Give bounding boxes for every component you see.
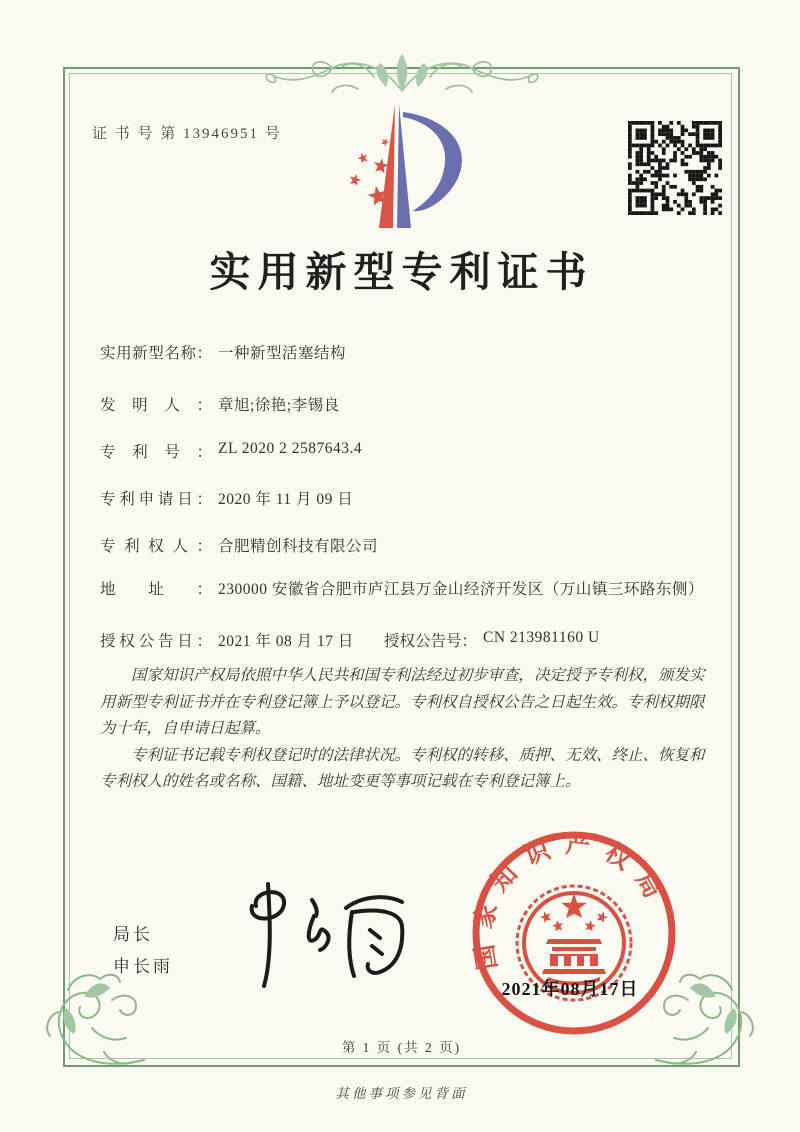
field-value: 一种新型活塞结构 xyxy=(218,345,347,362)
field-label: 专利权人： xyxy=(100,538,212,555)
field-row-address xyxy=(100,577,720,599)
legal-paragraph: 专利证书记载专利权登记时的法律状况。专利权的转移、质押、无效、终止、恢复和专利权人的姓名或名称、国籍、地址变更等事项记载在专利登记簿上。 xyxy=(100,746,705,790)
field-value: ZL 2020 2 2587643.4 xyxy=(218,440,363,457)
field-value: 230000 安徽省合肥市庐江县万金山经济开发区（万山镇三环路东侧） xyxy=(218,581,704,598)
page-number: 第 1 页 (共 2 页) xyxy=(341,1040,462,1055)
field-label: 授权公告号： xyxy=(384,633,478,650)
director-name: 申长雨 xyxy=(113,957,173,976)
field-row-inventors xyxy=(100,393,720,415)
field-row-patent-number xyxy=(100,440,720,462)
top-flourish-ornament xyxy=(262,49,542,99)
field-value: CN 213981160 U xyxy=(483,629,600,646)
field-row-grant xyxy=(100,629,720,651)
field-label: 地址： xyxy=(100,581,212,598)
seal-ring-text: 国家知识产权局 xyxy=(469,831,673,972)
bottom-left-flourish-ornament xyxy=(34,968,146,1076)
field-label: 授权公告日： xyxy=(100,633,212,650)
field-value: 2021 年 08 月 17 日 xyxy=(218,633,354,650)
director-signature xyxy=(228,878,418,993)
field-value: 合肥精创科技有限公司 xyxy=(218,538,379,555)
director-title: 局长 xyxy=(113,925,153,944)
field-label: 专利申请日： xyxy=(100,491,212,508)
field-value: 章旭;徐艳;李锡良 xyxy=(218,397,340,414)
legal-paragraph: 国家知识产权局依照中华人民共和国专利法经过初步审查，决定授予专利权，颁发实用新型专利证书并在专利登记簿上予以登记。专利权自授权公告之日起生效。专利权期限为十年，自申请日起算。 xyxy=(100,667,705,737)
field-label: 实用新型名称： xyxy=(100,345,212,362)
legal-text-block xyxy=(100,663,714,796)
cnipa-logo xyxy=(333,100,483,235)
official-seal xyxy=(468,827,680,1039)
field-row-patentee xyxy=(100,534,720,556)
certificate-number: 证 书 号 第 13946951 号 xyxy=(92,126,282,142)
field-label: 专利号： xyxy=(100,444,212,461)
certificate-title: 实用新型专利证书 xyxy=(209,249,594,295)
field-row-name xyxy=(100,341,720,363)
field-label: 发明人： xyxy=(100,397,212,414)
seal-date: 2021年08月17日 xyxy=(501,979,639,999)
qr-code xyxy=(628,121,722,215)
back-side-note: 其他事项参见背面 xyxy=(335,1086,468,1101)
field-value: 2020 年 11 月 09 日 xyxy=(218,491,354,508)
field-row-filing-date xyxy=(100,487,720,509)
